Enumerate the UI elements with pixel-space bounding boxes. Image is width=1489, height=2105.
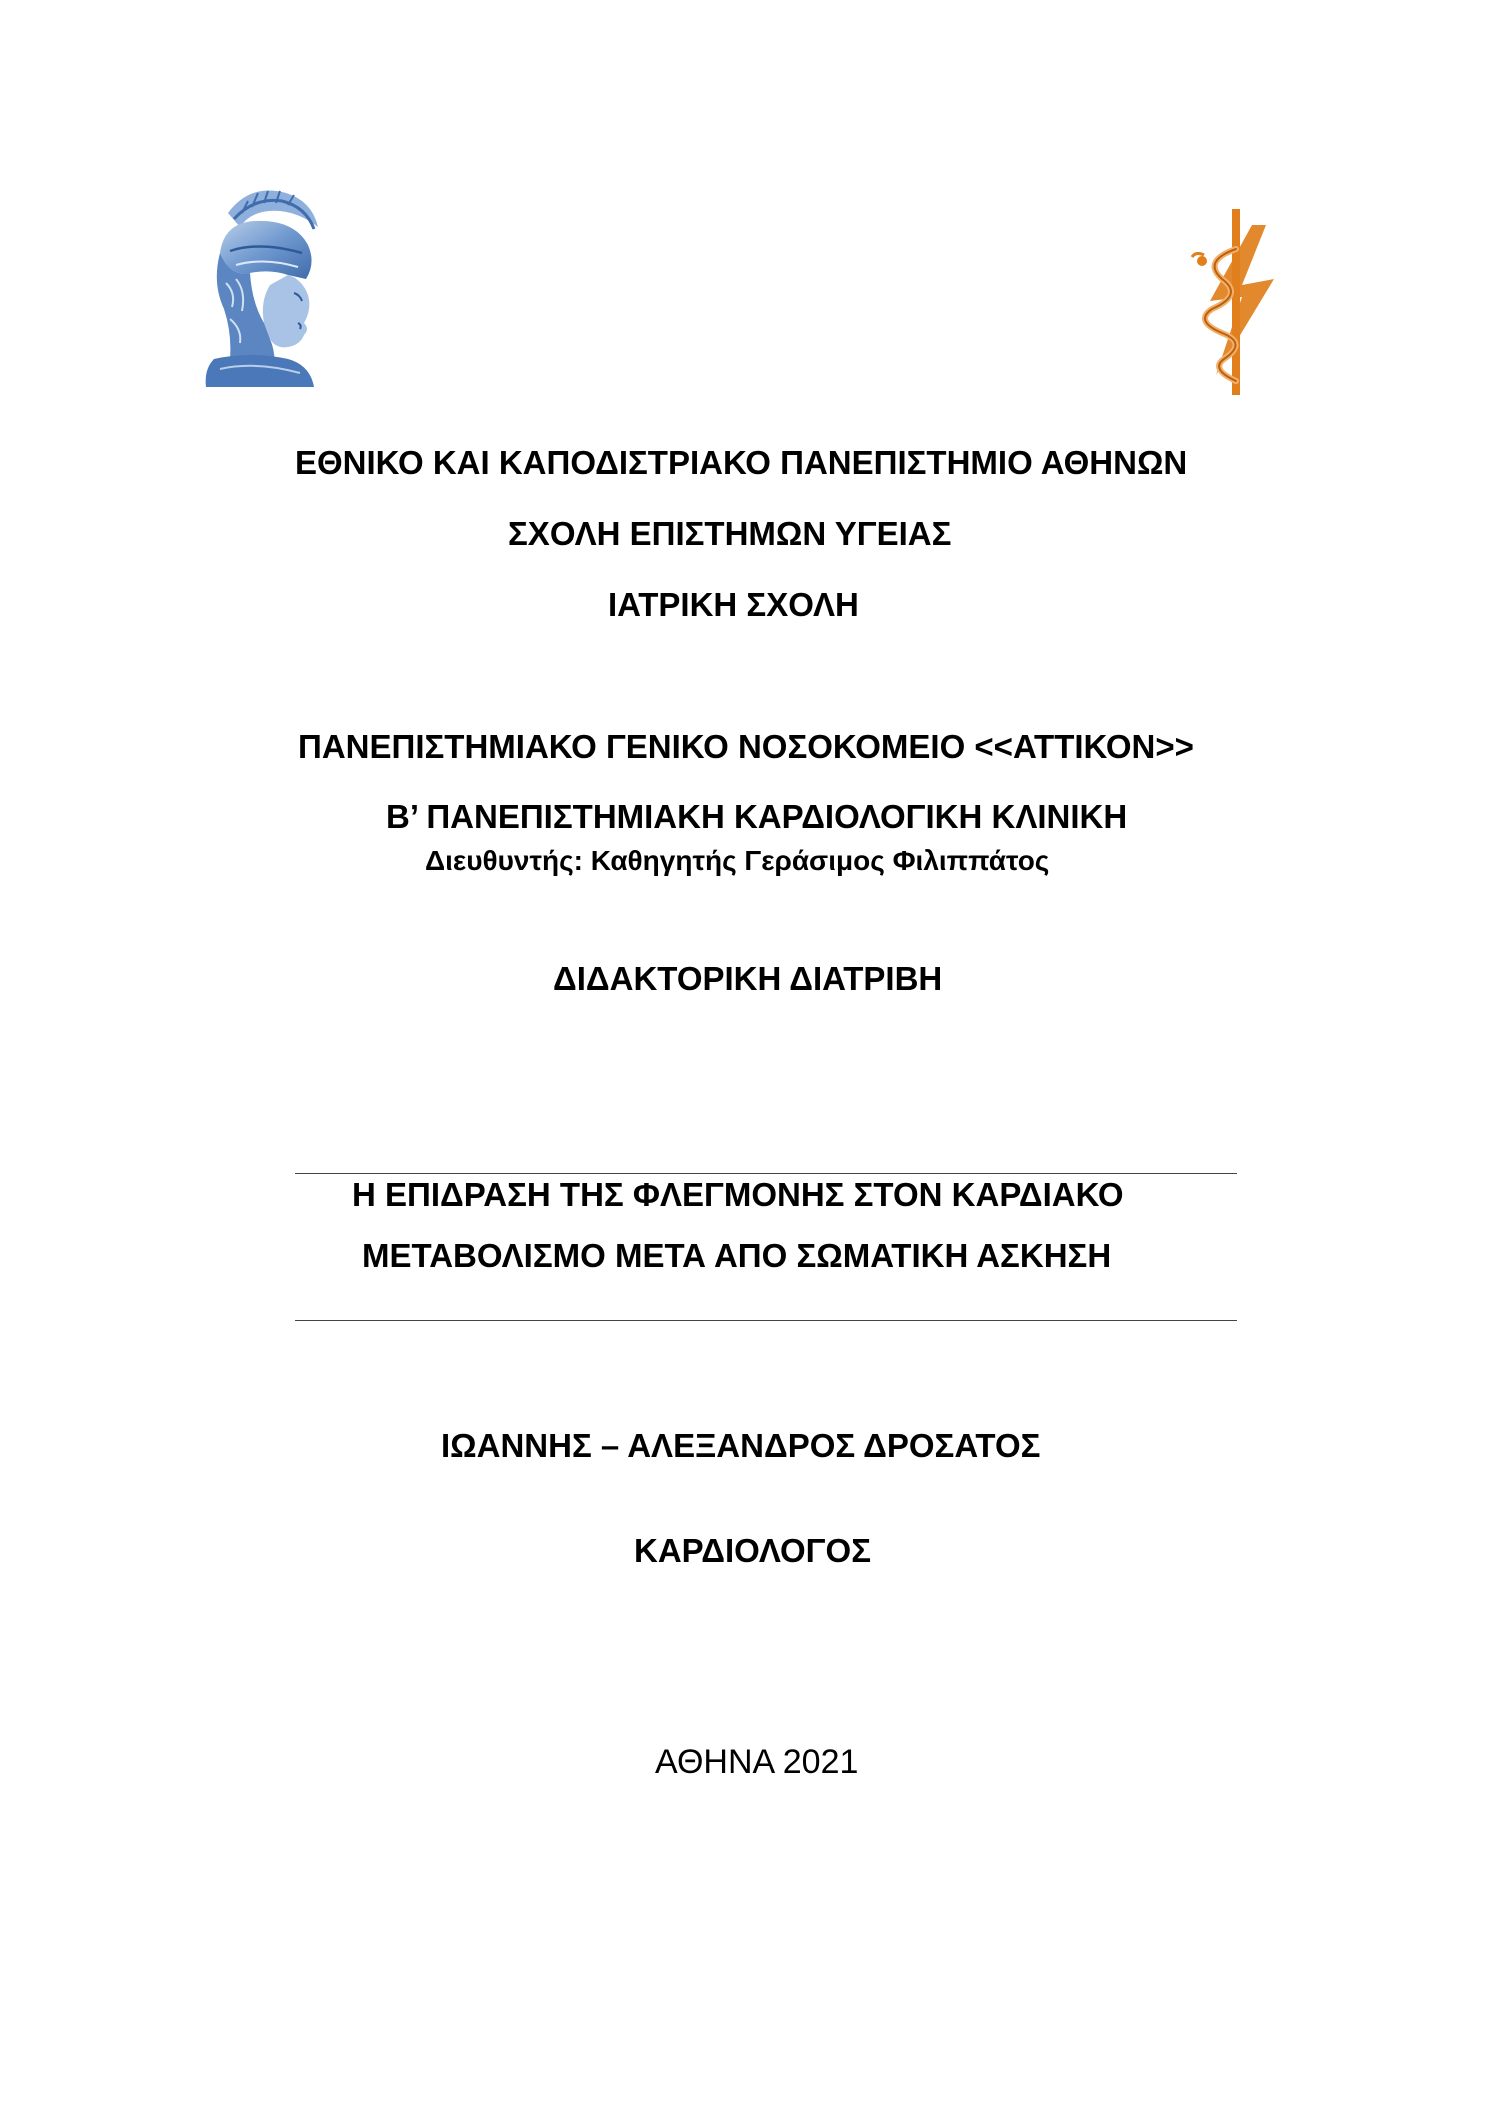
athena-head-logo-icon — [190, 183, 340, 393]
author-name: ΙΩΑΝΝΗΣ – ΑΛΕΞΑΝΔΡΟΣ ΔΡΟΣΑΤΟΣ — [441, 1427, 1041, 1464]
document-type: ΔΙΔΑΚΤΟΡΙΚΗ ΔΙΑΤΡΙΒΗ — [553, 960, 943, 997]
university-name: ΕΘΝΙΚΟ ΚΑΙ ΚΑΠΟΔΙΣΤΡΙΑΚΟ ΠΑΝΕΠΙΣΤΗΜΙΟ ΑΘΗΝΩΝ — [295, 444, 1188, 481]
hospital-name: ΠΑΝΕΠΙΣΤΗΜΙΑΚΟ ΓΕΝΙΚΟ ΝΟΣΟΚΟΜΕΙΟ <<ΑΤΤΙΚΟΝ>> — [298, 728, 1194, 765]
thesis-title-line-1: Η ΕΠΙΔΡΑΣΗ ΤΗΣ ΦΛΕΓΜΟΝΗΣ ΣΤΟΝ ΚΑΡΔΙΑΚΟ — [352, 1176, 1124, 1213]
title-bottom-rule — [295, 1320, 1237, 1321]
school-name: ΣΧΟΛΗ ΕΠΙΣΤΗΜΩΝ ΥΓΕΙΑΣ — [508, 515, 952, 552]
caduceus-lightning-logo-icon — [1182, 205, 1292, 400]
place-and-year: ΑΘΗΝΑ 2021 — [655, 1743, 859, 1781]
faculty-name: ΙΑΤΡΙΚΗ ΣΧΟΛΗ — [608, 586, 859, 623]
author-specialty: ΚΑΡΔΙΟΛΟΓΟΣ — [634, 1532, 871, 1569]
title-top-rule — [295, 1173, 1237, 1174]
clinic-name: Β’ ΠΑΝΕΠΙΣΤΗΜΙΑΚΗ ΚΑΡΔΙΟΛΟΓΙΚΗ ΚΛΙΝΙΚΗ — [386, 798, 1128, 835]
clinic-director: Διευθυντής: Καθηγητής Γεράσιμος Φιλιππάτος — [425, 845, 1050, 876]
thesis-title-line-2: ΜΕΤΑΒΟΛΙΣΜΟ ΜΕΤΑ ΑΠΟ ΣΩΜΑΤΙΚΗ ΑΣΚΗΣΗ — [362, 1237, 1112, 1274]
